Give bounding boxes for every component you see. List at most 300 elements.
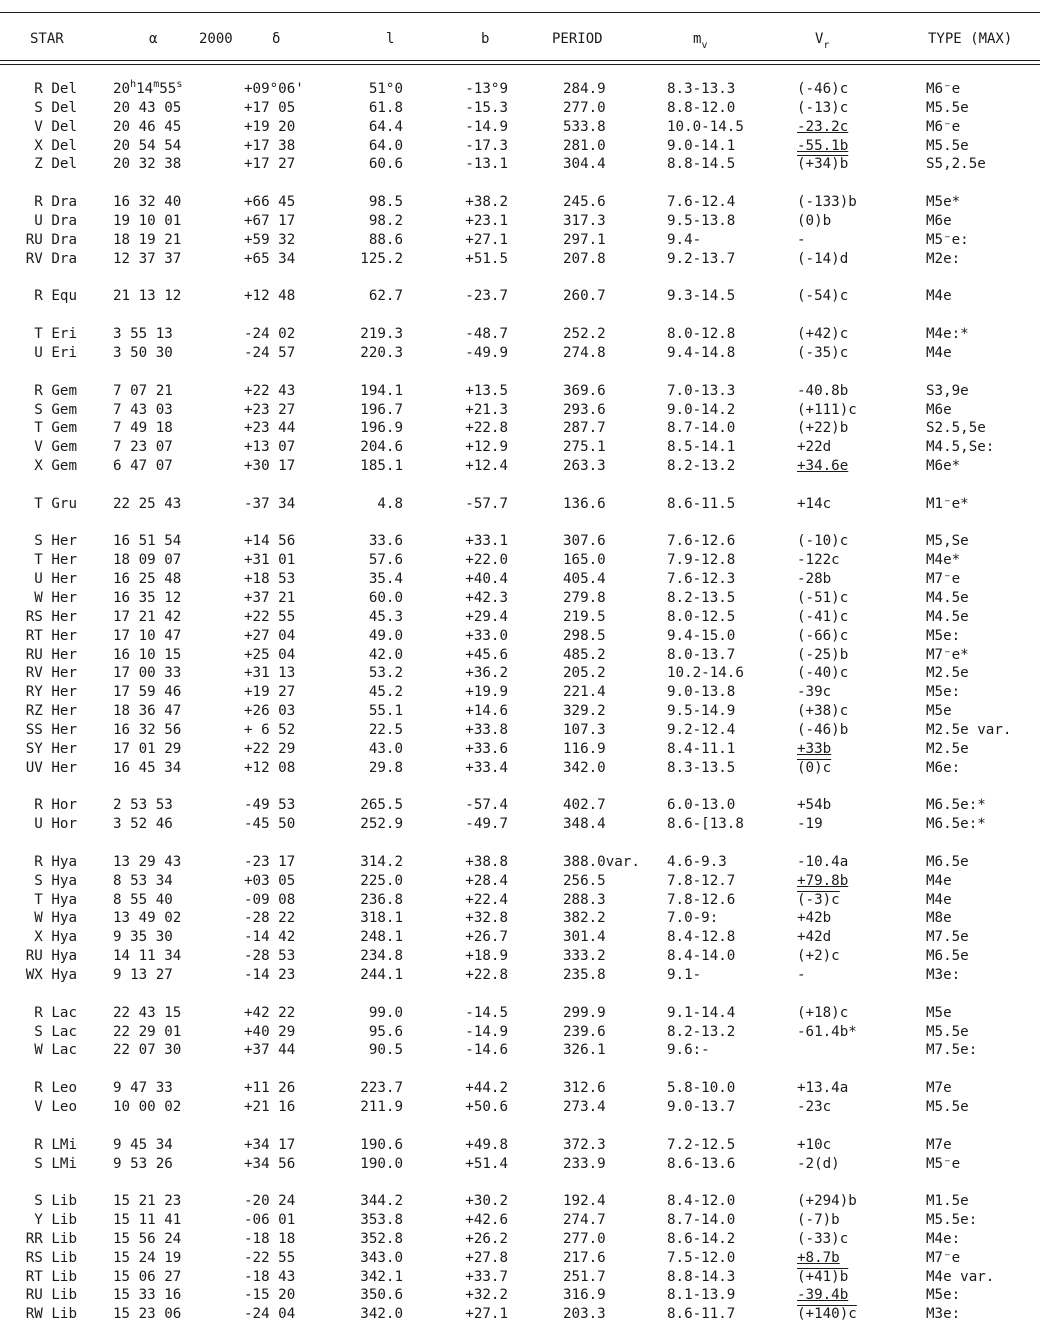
cell-star: UV Her <box>25 759 77 776</box>
cell-period: 217.6 <box>563 1249 606 1266</box>
first-ra-m-unit: m <box>153 79 160 90</box>
cell-type: M5e: <box>926 684 961 701</box>
cell-type: M7⁻e <box>926 1249 961 1266</box>
cell-star: RT Her <box>25 627 77 644</box>
cell-star: S Lac <box>34 1023 77 1040</box>
cell-dec: +09°06' <box>244 81 304 97</box>
cell-star: RZ Her <box>25 703 77 720</box>
cell-l: 342.1 <box>360 1268 403 1285</box>
cell-mv: 8.6-[13.8 <box>667 816 744 833</box>
cell-star: T Hya <box>34 891 77 908</box>
cell-dec: +23 27 <box>244 401 296 418</box>
cell-mv: 7.5-12.0 <box>667 1249 736 1266</box>
cell-l: 42.0 <box>368 646 403 663</box>
cell-ra: 22 07 30 <box>113 1042 182 1059</box>
cell-b: +14.6 <box>465 703 508 720</box>
cell-star: T Her <box>34 552 77 569</box>
cell-vr: +79.8b <box>797 872 849 889</box>
header-vr <box>815 30 829 50</box>
cell-mv: 9.5-14.9 <box>667 703 736 720</box>
cell-ra: 16 51 54 <box>113 533 182 550</box>
cell-period: 252.2 <box>563 326 606 343</box>
cell-vr: +42b <box>797 910 832 927</box>
cell-vr: (-33)c <box>797 1230 849 1247</box>
cell-l: 190.6 <box>360 1136 403 1153</box>
cell-dec: +31 13 <box>244 665 296 682</box>
cell-star: U Dra <box>34 212 77 229</box>
cell-type: M6.5e:* <box>926 797 986 814</box>
cell-dec: +21 16 <box>244 1098 296 1115</box>
cell-mv: 5.8-10.0 <box>667 1080 736 1097</box>
cell-type: M1⁻e* <box>926 495 969 512</box>
cell-type: M5e* <box>926 194 961 211</box>
cell-mv: 7.9-12.8 <box>667 552 736 569</box>
cell-type: M1.5e <box>926 1193 969 1210</box>
cell-l: 204.6 <box>360 439 403 456</box>
cell-ra: 16 32 56 <box>113 721 182 738</box>
cell-ra: 14 11 34 <box>113 948 182 965</box>
cell-period: 260.7 <box>563 288 606 305</box>
cell-star: WX Hya <box>25 967 77 983</box>
cell-dec: +27 04 <box>244 627 296 644</box>
cell-dec: +19 20 <box>244 118 296 135</box>
cell-ra: 21 13 12 <box>113 288 182 305</box>
cell-vr: (-14)d <box>797 250 849 267</box>
cell-star: W Hya <box>34 910 77 927</box>
cell-dec: -20 24 <box>244 1193 296 1210</box>
cell-period: 297.1 <box>563 231 606 248</box>
cell-mv: 7.6-12.4 <box>667 194 736 211</box>
cell-l: 185.1 <box>360 458 403 474</box>
cell-dec: +11 26 <box>244 1080 296 1097</box>
cell-type: M6e* <box>926 458 961 474</box>
cell-star: R Dra <box>34 194 77 211</box>
cell-star: RV Her <box>25 665 77 682</box>
cell-period: 369.6 <box>563 382 606 399</box>
cell-dec: -24 04 <box>244 1306 296 1323</box>
cell-dec: +12 08 <box>244 759 296 776</box>
first-ra-s-unit: s <box>176 79 183 90</box>
cell-vr: -39.4b <box>797 1287 849 1304</box>
cell-dec: -28 53 <box>244 948 296 965</box>
cell-vr: (-25)b <box>797 646 849 663</box>
cell-l: 22.5 <box>368 721 403 738</box>
cell-type: M7⁻e* <box>926 646 969 663</box>
cell-l: 225.0 <box>360 872 403 889</box>
cell-type: M6⁻e <box>926 118 961 135</box>
cell-star: RU Her <box>25 646 77 663</box>
cell-vr: +13.4a <box>797 1080 849 1097</box>
cell-star: RY Her <box>25 684 77 701</box>
cell-dec: +25 04 <box>244 646 296 663</box>
cell-period: 116.9 <box>563 740 606 757</box>
cell-b: -49.9 <box>465 344 508 361</box>
cell-mv: 8.7-14.0 <box>667 1212 736 1228</box>
cell-b: +12.4 <box>465 458 508 474</box>
cell-type: M2.5e <box>926 740 969 757</box>
cell-mv: 8.7-14.0 <box>667 420 736 437</box>
cell-mv: 8.5-14.1 <box>667 439 736 456</box>
cell-ra: 16 25 48 <box>113 571 182 588</box>
cell-b: +29.4 <box>465 608 508 625</box>
cell-type: M5.5e <box>926 1023 969 1040</box>
cell-l: 265.5 <box>360 797 403 814</box>
cell-b: +44.2 <box>465 1080 508 1097</box>
cell-ra: 6 47 07 <box>113 458 173 474</box>
cell-star: V Del <box>34 118 77 135</box>
cell-period: 239.6 <box>563 1023 606 1040</box>
cell-ra: 15 11 41 <box>113 1212 182 1228</box>
cell-period: 405.4 <box>563 571 606 588</box>
cell-mv: 7.0-9: <box>667 910 719 927</box>
cell-period: 301.4 <box>563 929 606 946</box>
cell-vr: +42d <box>797 929 832 946</box>
cell-ra: 15 23 06 <box>113 1306 182 1323</box>
cell-ra: 16 32 40 <box>113 194 182 211</box>
cell-dec: +34 17 <box>244 1136 296 1153</box>
cell-b: +32.8 <box>465 910 508 927</box>
cell-l: 248.1 <box>360 929 403 946</box>
cell-mv: 10.2-14.6 <box>667 665 744 682</box>
cell-l: 190.0 <box>360 1155 403 1172</box>
cell-dec: +23 44 <box>244 420 296 437</box>
cell-type: M5e: <box>926 627 961 644</box>
cell-b: +33.4 <box>465 759 508 776</box>
cell-b: -23.7 <box>465 288 508 305</box>
cell-b: +32.2 <box>465 1287 508 1304</box>
cell-l: 350.6 <box>360 1287 403 1304</box>
cell-b: +27.1 <box>465 1306 508 1323</box>
cell-dec: -23 17 <box>244 853 296 870</box>
cell-l: 314.2 <box>360 853 403 870</box>
cell-type: M5e <box>926 1004 952 1021</box>
cell-mv: 10.0-14.5 <box>667 118 744 135</box>
cell-ra: 9 13 27 <box>113 967 173 983</box>
header-rule-upper <box>0 60 1040 61</box>
cell-period: 348.4 <box>563 816 606 833</box>
cell-b: +22.0 <box>465 552 508 569</box>
cell-dec: +26 03 <box>244 703 296 720</box>
cell-dec: + 6 52 <box>244 721 296 738</box>
cell-vr: (-54)c <box>797 288 849 305</box>
cell-star: T Eri <box>34 326 77 343</box>
cell-vr: -28b <box>797 571 832 588</box>
cell-vr: (-35)c <box>797 344 849 361</box>
cell-b: -14.9 <box>465 118 508 135</box>
cell-vr: (-13)c <box>797 99 849 116</box>
cell-ra: 15 33 16 <box>113 1287 182 1304</box>
cell-period: 317.3 <box>563 212 606 229</box>
cell-b: +51.4 <box>465 1155 508 1172</box>
cell-star: R Hor <box>34 797 77 814</box>
cell-star: RT Lib <box>25 1268 77 1285</box>
cell-type: M6.5e:* <box>926 816 986 833</box>
cell-b: +51.5 <box>465 250 508 267</box>
cell-period: 219.5 <box>563 608 606 625</box>
cell-type: M5.5e <box>926 137 969 154</box>
cell-mv: 4.6-9.3 <box>667 853 727 870</box>
cell-type: S3,9e <box>926 382 969 399</box>
cell-l: 194.1 <box>360 382 403 399</box>
cell-b: +49.8 <box>465 1136 508 1153</box>
cell-vr: (-46)b <box>797 721 849 738</box>
cell-mv: 9.0-14.1 <box>667 137 736 154</box>
cell-l: 352.8 <box>360 1230 403 1247</box>
cell-star: R Hya <box>34 853 77 870</box>
first-ra-h: 20 <box>113 81 131 97</box>
cell-b: -48.7 <box>465 326 508 343</box>
cell-vr: (+38)c <box>797 703 849 720</box>
cell-vr: +8.7b <box>797 1249 840 1266</box>
cell-mv: 8.6-13.6 <box>667 1155 736 1172</box>
cell-type: M4.5e <box>926 590 969 606</box>
cell-vr: - <box>797 231 806 248</box>
cell-type: M4e <box>926 344 952 361</box>
cell-ra: 17 00 33 <box>113 665 182 682</box>
cell-type: M6e <box>926 401 952 418</box>
cell-b: +40.4 <box>465 571 508 588</box>
cell-type: M6.5e <box>926 853 969 870</box>
cell-ra: 12 37 37 <box>113 250 182 267</box>
cell-vr: -55.1b <box>797 137 849 154</box>
cell-b: +33.1 <box>465 533 508 550</box>
cell-dec: +17 05 <box>244 99 296 116</box>
cell-ra: 20 46 45 <box>113 118 182 135</box>
cell-b: +13.5 <box>465 382 508 399</box>
cell-vr: (-40)c <box>797 665 849 682</box>
cell-vr: -40.8b <box>797 382 849 399</box>
cell-vr: - <box>797 967 806 983</box>
header-rule-lower <box>0 64 1040 65</box>
cell-period: 372.3 <box>563 1136 606 1153</box>
cell-star: Z Del <box>34 156 77 173</box>
cell-type: M7.5e: <box>926 1042 978 1059</box>
cell-l: 60.0 <box>368 590 403 606</box>
cell-star: SS Her <box>25 721 77 738</box>
cell-dec: +13 07 <box>244 439 296 456</box>
cell-period: 316.9 <box>563 1287 606 1304</box>
cell-mv: 9.5-13.8 <box>667 212 736 229</box>
cell-dec: +67 17 <box>244 212 296 229</box>
cell-period: 205.2 <box>563 665 606 682</box>
cell-ra: 8 55 40 <box>113 891 173 908</box>
cell-b: -49.7 <box>465 816 508 833</box>
header-vr-main: V <box>815 31 824 47</box>
cell-dec: -24 57 <box>244 344 296 361</box>
cell-mv: 8.2-13.2 <box>667 458 736 474</box>
cell-mv: 9.4-14.8 <box>667 344 736 361</box>
cell-type: M5⁻e: <box>926 231 969 248</box>
cell-ra: 20 43 05 <box>113 99 182 116</box>
cell-star: U Hor <box>34 816 77 833</box>
cell-type: M4e* <box>926 552 961 569</box>
cell-mv: 8.2-13.2 <box>667 1023 736 1040</box>
cell-b: -13°9 <box>465 81 508 97</box>
cell-period: 256.5 <box>563 872 606 889</box>
cell-ra: 7 49 18 <box>113 420 173 437</box>
cell-type: M6e: <box>926 759 961 776</box>
cell-dec: -37 34 <box>244 495 296 512</box>
cell-l: 62.7 <box>368 288 403 305</box>
first-ra-s: 55 <box>159 81 177 97</box>
cell-type: M3e: <box>926 967 961 983</box>
cell-star: Y Lib <box>34 1212 77 1228</box>
cell-star: S Gem <box>34 401 77 418</box>
cell-star: R Gem <box>34 382 77 399</box>
cell-period: 165.0 <box>563 552 606 569</box>
cell-dec: +42 22 <box>244 1004 296 1021</box>
cell-ra: 8 53 34 <box>113 872 173 889</box>
cell-type: M4e:* <box>926 326 969 343</box>
cell-dec: +17 27 <box>244 156 296 173</box>
cell-type: S5,2.5e <box>926 156 986 173</box>
cell-ra: 3 50 30 <box>113 344 173 361</box>
cell-period: 293.6 <box>563 401 606 418</box>
cell-mv: 9.6:- <box>667 1042 710 1059</box>
cell-star: RR Lib <box>25 1230 77 1247</box>
cell-b: -17.3 <box>465 137 508 154</box>
cell-type: M7.5e <box>926 929 969 946</box>
cell-ra: 15 21 23 <box>113 1193 182 1210</box>
header-mv <box>693 30 707 50</box>
cell-l: 95.6 <box>368 1023 403 1040</box>
cell-mv: 9.3-14.5 <box>667 288 736 305</box>
cell-star: R Equ <box>34 288 77 305</box>
cell-ra: 15 24 19 <box>113 1249 182 1266</box>
cell-mv: 8.8-14.5 <box>667 156 736 173</box>
cell-vr: -19 <box>797 816 823 833</box>
cell-star: S Her <box>34 533 77 550</box>
cell-l: 33.6 <box>368 533 403 550</box>
cell-b: +42.3 <box>465 590 508 606</box>
cell-b: +33.0 <box>465 627 508 644</box>
cell-l: 234.8 <box>360 948 403 965</box>
cell-vr: (+41)b <box>797 1268 849 1285</box>
cell-star: W Lac <box>34 1042 77 1059</box>
header-l: l <box>386 31 395 47</box>
cell-type: M4e: <box>926 1230 961 1247</box>
cell-type: M5.5e <box>926 1098 969 1115</box>
cell-ra: 18 36 47 <box>113 703 182 720</box>
cell-type: M5e <box>926 703 952 720</box>
cell-mv: 8.6-11.5 <box>667 495 736 512</box>
cell-star: V Leo <box>34 1098 77 1115</box>
cell-l: 236.8 <box>360 891 403 908</box>
cell-star: U Eri <box>34 344 77 361</box>
cell-type: M4.5e <box>926 608 969 625</box>
cell-period: 312.6 <box>563 1080 606 1097</box>
cell-b: +27.1 <box>465 231 508 248</box>
cell-l: 29.8 <box>368 759 403 776</box>
cell-vr: (-10)c <box>797 533 849 550</box>
cell-l: 244.1 <box>360 967 403 983</box>
cell-period: 235.8 <box>563 967 606 983</box>
cell-l: 219.3 <box>360 326 403 343</box>
cell-dec: -15 20 <box>244 1287 296 1304</box>
cell-l: 57.6 <box>368 552 403 569</box>
cell-ra: 22 43 15 <box>113 1004 182 1021</box>
cell-period: 284.9 <box>563 81 606 97</box>
cell-star: RW Lib <box>25 1306 77 1323</box>
cell-mv: 8.3-13.3 <box>667 81 736 97</box>
cell-dec: -09 08 <box>244 891 296 908</box>
cell-period: 298.5 <box>563 627 606 644</box>
cell-l: 318.1 <box>360 910 403 927</box>
cell-dec: +31 01 <box>244 552 296 569</box>
cell-b: +26.7 <box>465 929 508 946</box>
cell-b: +36.2 <box>465 665 508 682</box>
cell-b: -13.1 <box>465 156 508 173</box>
cell-type: M2.5e <box>926 665 969 682</box>
cell-mv: 9.2-12.4 <box>667 721 736 738</box>
cell-l: 53.2 <box>368 665 403 682</box>
cell-l: 343.0 <box>360 1249 403 1266</box>
cell-period: 307.6 <box>563 533 606 550</box>
cell-mv: 9.2-13.7 <box>667 250 736 267</box>
cell-ra: 9 45 34 <box>113 1136 173 1153</box>
cell-mv: 7.6-12.6 <box>667 533 736 550</box>
cell-type: M5e: <box>926 1287 961 1304</box>
cell-vr: -10.4a <box>797 853 849 870</box>
cell-ra: 18 19 21 <box>113 231 182 248</box>
cell-ra: 15 56 24 <box>113 1230 182 1247</box>
cell-mv: 9.0-13.8 <box>667 684 736 701</box>
cell-l: 43.0 <box>368 740 403 757</box>
cell-vr: (-66)c <box>797 627 849 644</box>
cell-star: RU Dra <box>25 231 77 248</box>
cell-ra: 2 53 53 <box>113 797 173 814</box>
cell-period: 299.9 <box>563 1004 606 1021</box>
cell-type: M6.5e <box>926 948 969 965</box>
cell-period: 251.7 <box>563 1268 606 1285</box>
cell-l: 220.3 <box>360 344 403 361</box>
cell-l: 4.8 <box>377 495 403 512</box>
cell-ra: 20 54 54 <box>113 137 182 154</box>
cell-type: M5.5e <box>926 99 969 116</box>
cell-mv: 8.6-14.2 <box>667 1230 736 1247</box>
cell-dec: +14 56 <box>244 533 296 550</box>
cell-period: 273.4 <box>563 1098 606 1115</box>
cell-type: M6e <box>926 212 952 229</box>
cell-type: M5,Se <box>926 533 969 550</box>
cell-vr: (+22)b <box>797 420 849 437</box>
cell-vr: +14c <box>797 495 832 512</box>
cell-type: M4.5,Se: <box>926 439 995 456</box>
cell-b: -57.7 <box>465 495 508 512</box>
cell-mv: 8.8-14.3 <box>667 1268 736 1285</box>
cell-period: 279.8 <box>563 590 606 606</box>
cell-b: +26.2 <box>465 1230 508 1247</box>
cell-period: 277.0 <box>563 1230 606 1247</box>
cell-vr: -23c <box>797 1098 832 1115</box>
cell-b: +42.6 <box>465 1212 508 1228</box>
cell-mv: 7.6-12.3 <box>667 571 736 588</box>
cell-vr: (+2)c <box>797 948 840 965</box>
cell-mv: 8.0-12.8 <box>667 326 736 343</box>
cell-l: 196.9 <box>360 420 403 437</box>
first-ra-cell <box>113 80 182 100</box>
cell-l: 64.0 <box>368 137 403 154</box>
cell-l: 61.8 <box>368 99 403 116</box>
cell-vr: (+111)c <box>797 401 857 418</box>
cell-ra: 13 49 02 <box>113 910 182 927</box>
cell-vr: (+294)b <box>797 1193 857 1210</box>
cell-dec: -22 55 <box>244 1249 296 1266</box>
cell-ra: 9 53 26 <box>113 1155 173 1172</box>
cell-star: RS Lib <box>25 1249 77 1266</box>
cell-period: 233.9 <box>563 1155 606 1172</box>
cell-dec: -49 53 <box>244 797 296 814</box>
